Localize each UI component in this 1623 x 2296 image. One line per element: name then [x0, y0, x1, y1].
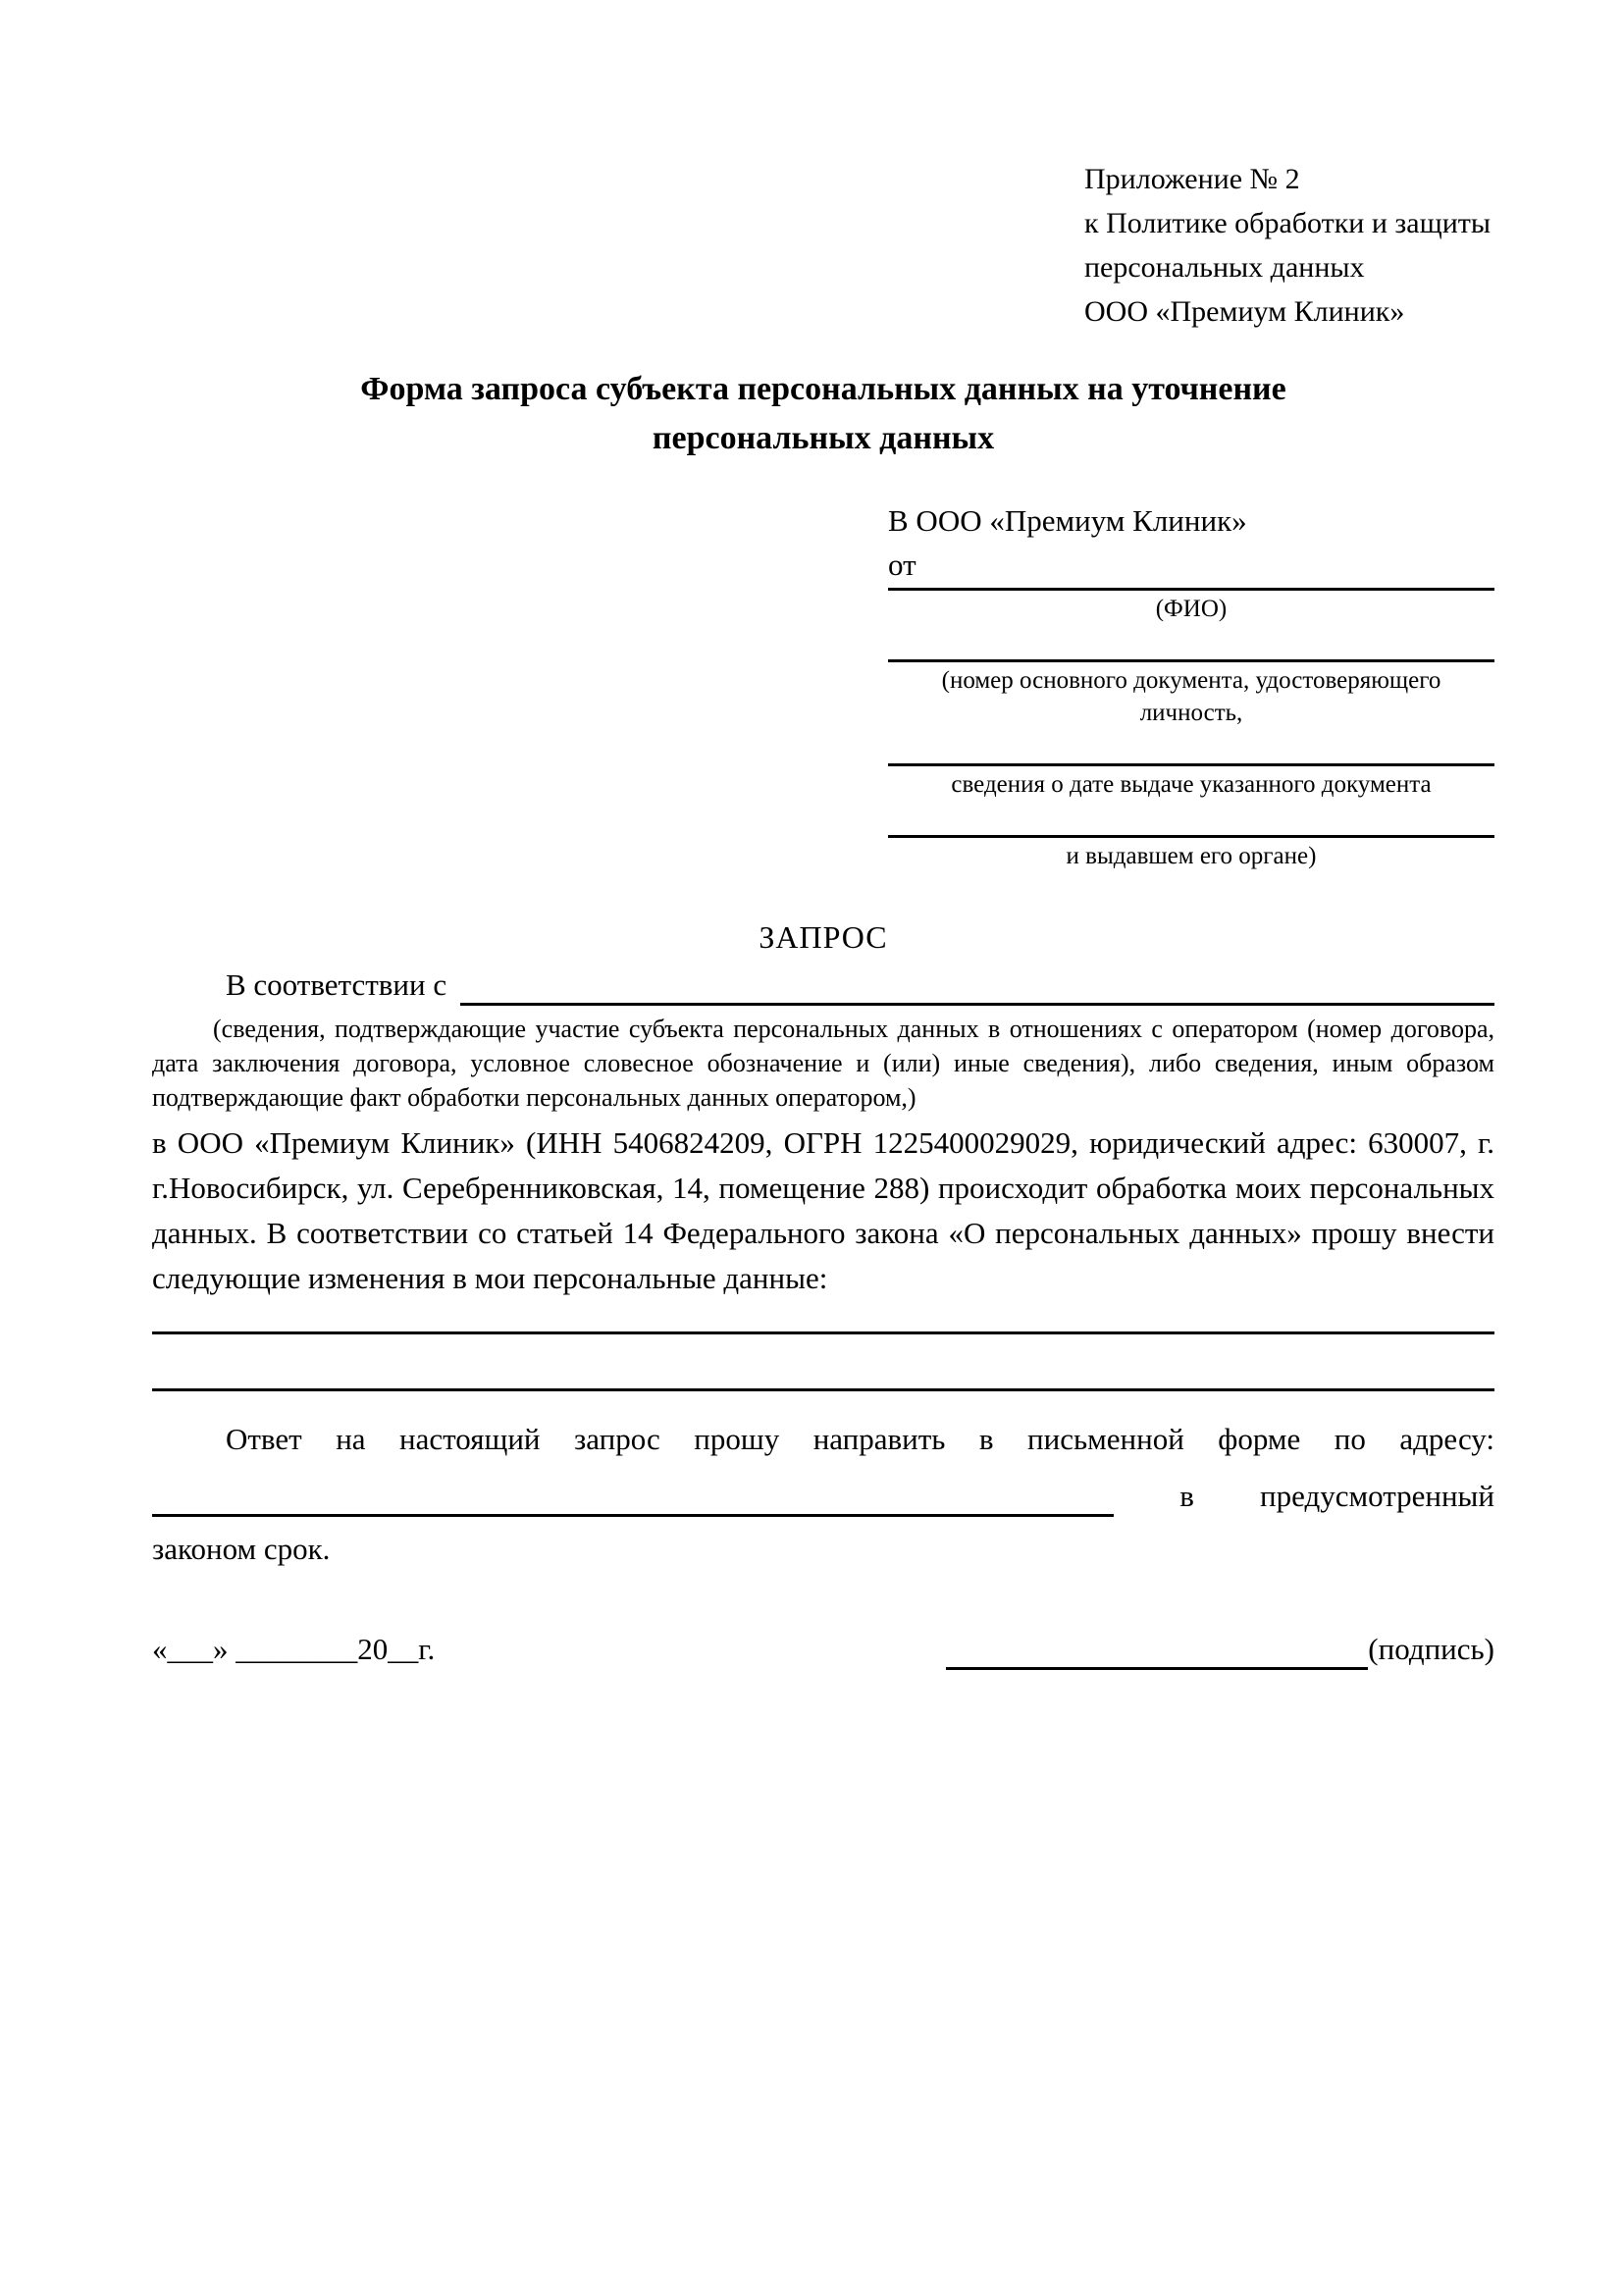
- changes-blank-line-2: [152, 1387, 1494, 1391]
- issue-date-caption: сведения о дате выдаче указанного документа: [951, 771, 1432, 798]
- reply-address-blank-line: [152, 1482, 1114, 1517]
- appendix-line-1: Приложение № 2: [1084, 163, 1300, 195]
- issuing-authority-caption: и выдавшем его органе): [1066, 843, 1317, 869]
- reply-mid-text: в: [1179, 1479, 1194, 1513]
- addressee-from: от: [888, 548, 916, 582]
- signature-caption: (подпись): [1368, 1632, 1494, 1666]
- appendix-header: [1084, 157, 1496, 334]
- reply-suffix-text: предусмотренный: [1260, 1479, 1494, 1513]
- request-body-paragraph: в ООО «Премиум Клиник» (ИНН 5406824209, ОГРН 1225400029029, юридический адрес: 630007, г. г.Новосибирск, ул. Серебренниковская, 14, помещение 288) происходит обработка моих персональных данных. В соответствии со статьей 14 Федерального закона «О персональных данных» прошу внести следующие изменения в мои персональные данные:: [152, 1125, 1494, 1295]
- appendix-line-4: ООО «Премиум Клиник»: [1084, 295, 1405, 328]
- reply-address-row: [152, 1476, 1494, 1517]
- basis-blank-line: [460, 970, 1494, 1006]
- reply-address-sentence: Ответ на настоящий запрос прошу направить в письменной форме по адресу:: [226, 1422, 1494, 1456]
- signature-group: [946, 1629, 1494, 1670]
- reply-end-text: законом срок.: [152, 1532, 331, 1566]
- fio-caption: (ФИО): [1155, 596, 1228, 622]
- document-number-caption: (номер основного документа, удостоверяющего личность,: [941, 667, 1441, 726]
- addressee-block: [888, 498, 1494, 872]
- basis-footnote: (сведения, подтверждающие участие субъекта персональных данных в отношениях с оператором (номер договора, дата заключения договора, условное словесное обозначение и (или) иные сведения), либо сведения, иным образом подтверждающие факт обработки персональных данных оператором,): [152, 1015, 1494, 1112]
- appendix-line-3: персональных данных: [1084, 251, 1365, 284]
- basis-row: [152, 965, 1494, 1006]
- appendix-line-2: к Политике обработки и защиты: [1084, 207, 1492, 239]
- basis-prefix-text: В соответствии с: [226, 967, 447, 1002]
- addressee-to: В ООО «Премиум Клиник»: [888, 503, 1247, 538]
- document-title: Форма запроса субъекта персональных данных на уточнение персональных данных: [360, 371, 1286, 456]
- signature-blank-line: [946, 1635, 1368, 1670]
- date-signature-row: [152, 1629, 1494, 1670]
- request-heading: ЗАПРОС: [759, 919, 888, 955]
- date-blank-line: «___» ________20__г.: [152, 1632, 436, 1666]
- changes-blank-line-1: [152, 1331, 1494, 1334]
